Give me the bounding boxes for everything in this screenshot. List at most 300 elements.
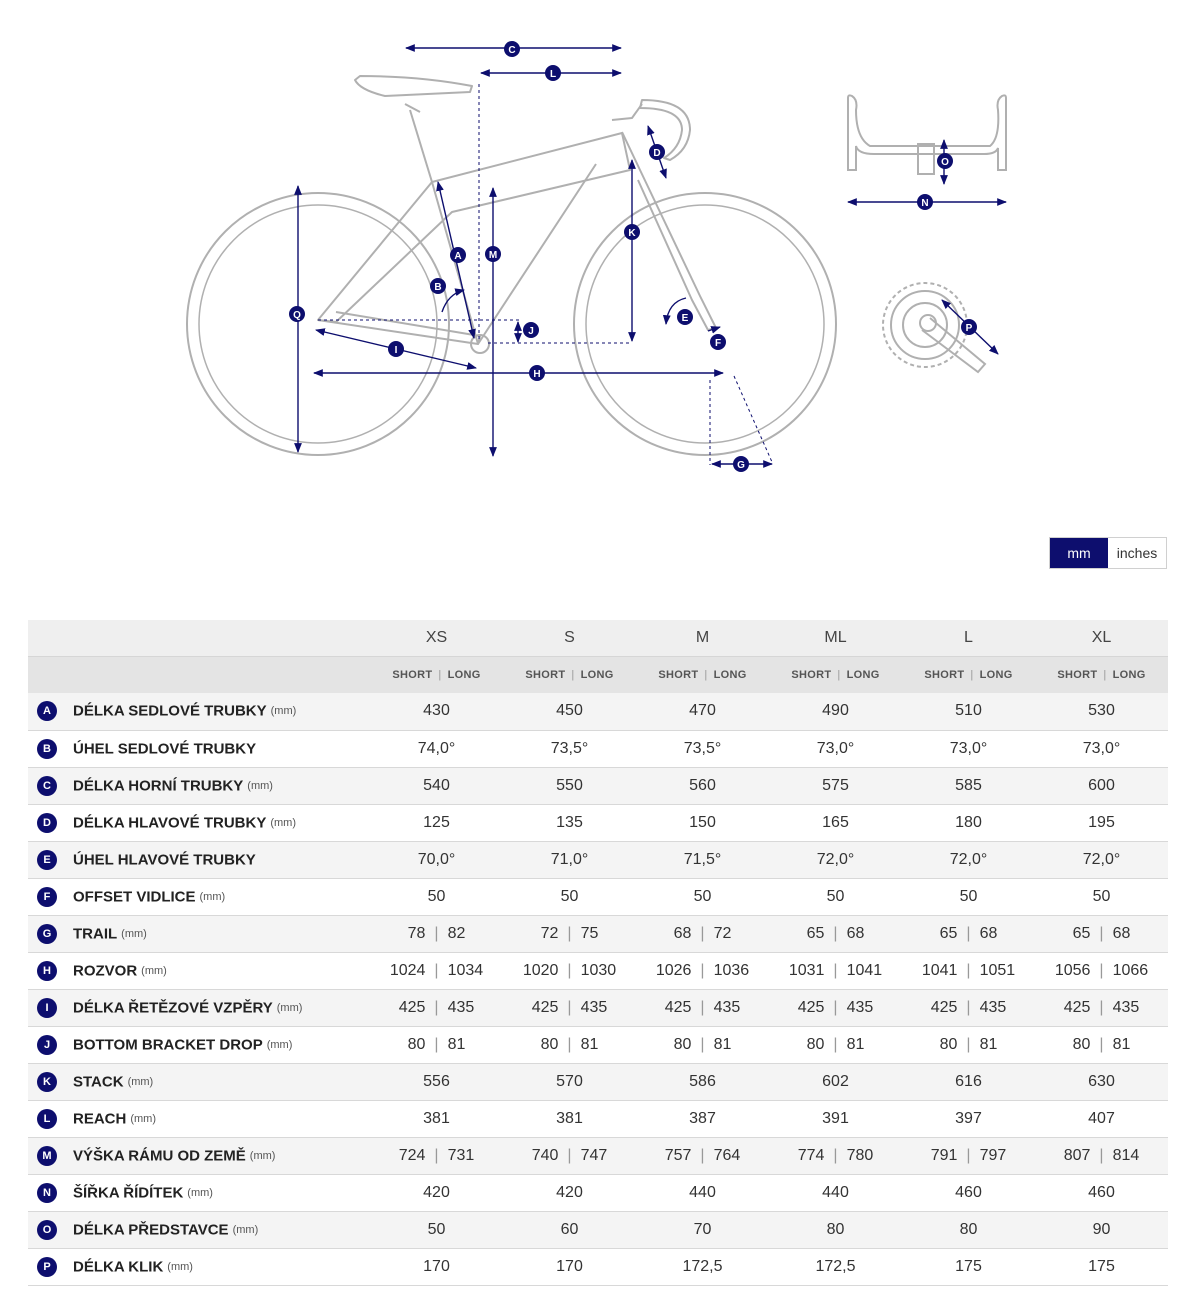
table-row: [28, 693, 1168, 730]
long-value: 75: [580, 924, 599, 942]
value-cell: [902, 1248, 1035, 1285]
parameter-name: DÉLKA SEDLOVÉ TRUBKY: [73, 702, 267, 720]
value-separator: |: [966, 1146, 971, 1164]
value-cell: [902, 1174, 1035, 1211]
value-cell: [1035, 841, 1168, 878]
short-value: 78: [407, 924, 426, 942]
parameter-label: [28, 730, 370, 767]
value: 73,0°: [949, 739, 988, 757]
value-cell: [503, 1137, 636, 1174]
header-blank: [28, 620, 370, 656]
value-cell: [503, 1063, 636, 1100]
value: 470: [689, 702, 716, 720]
value-cell: [1035, 1063, 1168, 1100]
value-separator: |: [1099, 924, 1104, 942]
parameter-name: DÉLKA PŘEDSTAVCE: [73, 1221, 229, 1238]
short-value: 80: [806, 1035, 825, 1053]
value-cell: [1035, 730, 1168, 767]
parameter-label: [28, 1248, 370, 1285]
short-value: 425: [398, 998, 426, 1016]
value: 616: [955, 1072, 982, 1090]
table-row: [28, 767, 1168, 804]
value-separator: |: [833, 998, 838, 1016]
long-value: 814: [1112, 1146, 1140, 1164]
value-separator: |: [966, 998, 971, 1016]
parameter-label: [28, 1174, 370, 1211]
short-value: 65: [1072, 924, 1091, 942]
parameter-label: [28, 804, 370, 841]
letter-badge: P: [37, 1257, 57, 1277]
value: 135: [556, 813, 583, 831]
short-value: 65: [939, 924, 958, 942]
value-separator: |: [434, 924, 439, 942]
value-cell: [503, 767, 636, 804]
handlebar-top-view: [848, 95, 1006, 174]
long-value: 435: [713, 998, 741, 1016]
long-label: LONG: [447, 668, 481, 681]
value-cell: [902, 804, 1035, 841]
value-cell: [1035, 693, 1168, 730]
value-cell: [370, 915, 503, 952]
parameter-name: STACK: [73, 1073, 124, 1090]
bike-geometry-diagram: [0, 0, 1195, 520]
short-value: 1041: [921, 961, 958, 979]
value-cell: [503, 1248, 636, 1285]
value-cell: [769, 1174, 902, 1211]
short-value: 72: [540, 924, 559, 942]
parameter-label: [28, 989, 370, 1026]
unit-toggle: [1049, 537, 1167, 569]
value-cell: [503, 693, 636, 730]
parameter-name: DÉLKA HLAVOVÉ TRUBKY: [73, 814, 267, 831]
value-cell: [636, 1137, 769, 1174]
parameter-name: DÉLKA ŘETĚZOVÉ VZPĚRY: [73, 999, 273, 1016]
value: 165: [822, 813, 849, 831]
value: 170: [556, 1257, 583, 1275]
parameter-unit: (mm): [270, 816, 296, 829]
short-long-header: [769, 656, 902, 693]
value-cell: [636, 989, 769, 1026]
value: 73,5°: [683, 739, 722, 757]
parameter-label: [28, 1100, 370, 1137]
diagram-label-p: [961, 319, 977, 335]
diagram-labels: [289, 41, 977, 472]
diagram-label-i: [388, 341, 404, 357]
value: 430: [423, 702, 450, 720]
value-cell: [769, 1248, 902, 1285]
value: 540: [423, 776, 450, 794]
parameter-name: ROZVOR: [73, 962, 138, 979]
table-row: [28, 1137, 1168, 1174]
letter-badge: I: [37, 998, 57, 1018]
parameter-unit: (mm): [127, 1075, 154, 1088]
short-long-separator: |: [571, 668, 575, 681]
parameter-unit: (mm): [187, 1186, 213, 1199]
diagram-label-q: [289, 306, 305, 322]
value-cell: [1035, 1211, 1168, 1248]
value-cell: [1035, 1100, 1168, 1137]
value: 556: [423, 1072, 450, 1090]
value-cell: [902, 878, 1035, 915]
parameter-unit: (mm): [121, 927, 147, 940]
bike-frame: [318, 76, 716, 353]
value-cell: [636, 841, 769, 878]
value: 172,5: [682, 1257, 723, 1275]
value-cell: [503, 1211, 636, 1248]
long-label: LONG: [979, 668, 1013, 681]
value-cell: [370, 1137, 503, 1174]
table-row: [28, 952, 1168, 989]
diagram-label-a: [450, 247, 466, 263]
value: 50: [826, 887, 845, 905]
long-value: 1036: [713, 961, 750, 979]
unit-mm-button[interactable]: mm: [1050, 538, 1108, 568]
value: 73,0°: [816, 739, 855, 757]
parameter-unit: (mm): [276, 1001, 303, 1014]
table-row: [28, 1211, 1168, 1248]
value: 50: [693, 887, 712, 905]
parameter-label: [28, 952, 370, 989]
letter-badge: F: [37, 887, 57, 907]
value: 180: [955, 813, 982, 831]
value-cell: [370, 1248, 503, 1285]
parameter-name: TRAIL: [73, 925, 118, 942]
value-cell: [370, 1026, 503, 1063]
size-header-ml: ML: [824, 628, 847, 646]
value: 510: [955, 702, 982, 720]
value-cell: [370, 767, 503, 804]
short-long-header: [636, 656, 769, 693]
value-cell: [636, 1100, 769, 1137]
short-value: 1056: [1054, 961, 1091, 979]
value-cell: [503, 1026, 636, 1063]
value-cell: [902, 952, 1035, 989]
value-cell: [370, 878, 503, 915]
value-cell: [370, 1063, 503, 1100]
letter-badge: H: [37, 961, 57, 981]
value: 50: [427, 887, 446, 905]
value: 490: [822, 702, 849, 720]
value: 172,5: [815, 1257, 856, 1275]
short-long-header: [370, 656, 503, 693]
short-value: 425: [664, 998, 692, 1016]
parameter-unit: (mm): [199, 890, 226, 903]
value-cell: [902, 1137, 1035, 1174]
value: 170: [423, 1257, 450, 1275]
parameter-unit: (mm): [130, 1112, 156, 1125]
svg-text:N: N: [921, 198, 929, 209]
value-cell: [1035, 767, 1168, 804]
value-cell: [370, 989, 503, 1026]
value: 80: [826, 1220, 845, 1238]
table-row: [28, 841, 1168, 878]
value-cell: [902, 841, 1035, 878]
parameter-unit: (mm): [249, 1149, 276, 1162]
value-separator: |: [833, 1146, 838, 1164]
value-cell: [769, 915, 902, 952]
size-header-s: S: [564, 628, 575, 646]
parameter-unit: (mm): [266, 1038, 293, 1051]
value: 50: [427, 1220, 446, 1238]
value: 460: [1088, 1183, 1115, 1201]
value-cell: [1035, 1026, 1168, 1063]
value-separator: |: [567, 1146, 572, 1164]
value: 175: [1088, 1257, 1115, 1275]
parameter-label: [28, 693, 370, 730]
long-value: 81: [1112, 1035, 1131, 1053]
value-separator: |: [567, 924, 572, 942]
short-value: 757: [664, 1146, 692, 1164]
value-cell: [902, 1026, 1035, 1063]
value-cell: [902, 767, 1035, 804]
table-row: [28, 989, 1168, 1026]
short-label: SHORT: [658, 668, 699, 681]
parameter-name: ÚHEL SEDLOVÉ TRUBKY: [73, 740, 257, 757]
value-separator: |: [1099, 1035, 1104, 1053]
size-header-xl: XL: [1091, 628, 1112, 646]
short-label: SHORT: [924, 668, 965, 681]
value-cell: [636, 730, 769, 767]
value-cell: [902, 1100, 1035, 1137]
value: 420: [556, 1183, 583, 1201]
parameter-label: [28, 767, 370, 804]
parameter-label: [28, 915, 370, 952]
table-row: [28, 1248, 1168, 1285]
value-cell: [769, 1063, 902, 1100]
svg-text:Q: Q: [293, 310, 301, 321]
value: 71,5°: [683, 850, 722, 868]
long-value: 68: [846, 924, 865, 942]
value: 440: [822, 1183, 849, 1201]
long-value: 82: [447, 924, 466, 942]
svg-text:F: F: [714, 338, 722, 349]
value-cell: [503, 878, 636, 915]
value-cell: [902, 1211, 1035, 1248]
diagram-label-l: [545, 65, 561, 81]
value: 70,0°: [417, 850, 456, 868]
parameter-label: [28, 1137, 370, 1174]
value: 90: [1092, 1220, 1111, 1238]
value: 60: [560, 1220, 579, 1238]
value: 550: [556, 776, 583, 794]
diagram-label-c: [504, 41, 520, 57]
svg-text:D: D: [653, 148, 661, 159]
value-cell: [370, 841, 503, 878]
parameter-label: [28, 1211, 370, 1248]
diagram-label-o: [937, 153, 953, 169]
value-cell: [1035, 989, 1168, 1026]
value: 440: [689, 1183, 716, 1201]
value-cell: [1035, 878, 1168, 915]
parameter-name: ŠÍŘKA ŘÍDÍTEK: [73, 1184, 184, 1201]
value-cell: [769, 804, 902, 841]
value-cell: [769, 1026, 902, 1063]
long-value: 435: [1112, 998, 1140, 1016]
diagram-label-d: [649, 144, 665, 160]
value-cell: [1035, 1174, 1168, 1211]
value: 195: [1088, 813, 1115, 831]
letter-badge: C: [37, 776, 57, 796]
svg-text:I: I: [394, 345, 398, 356]
parameter-name: VÝŠKA RÁMU OD ZEMĚ: [73, 1147, 246, 1164]
table-row: [28, 1174, 1168, 1211]
table-row: [28, 1063, 1168, 1100]
short-value: 425: [531, 998, 559, 1016]
value-cell: [503, 841, 636, 878]
parameter-label: [28, 878, 370, 915]
value-cell: [636, 915, 769, 952]
long-value: 731: [447, 1146, 475, 1164]
size-header-row: [28, 620, 1168, 656]
table-row: [28, 730, 1168, 767]
value-cell: [1035, 804, 1168, 841]
letter-badge: J: [37, 1035, 57, 1055]
parameter-unit: (mm): [247, 779, 273, 792]
value: 73,0°: [1082, 739, 1121, 757]
value-separator: |: [434, 961, 439, 979]
value: 70: [693, 1220, 712, 1238]
value-cell: [769, 1137, 902, 1174]
long-value: 81: [713, 1035, 732, 1053]
value-separator: |: [966, 924, 971, 942]
letter-badge: B: [37, 739, 57, 759]
size-header-xs: XS: [425, 628, 448, 646]
short-long-header: [503, 656, 636, 693]
value-separator: |: [700, 924, 705, 942]
value: 575: [822, 776, 849, 794]
value: 73,5°: [550, 739, 589, 757]
short-long-header-row: [28, 656, 1168, 693]
long-label: LONG: [713, 668, 747, 681]
value-cell: [902, 730, 1035, 767]
table-row: [28, 915, 1168, 952]
value: 381: [423, 1109, 450, 1127]
value-cell: [769, 952, 902, 989]
long-value: 81: [979, 1035, 998, 1053]
value: 381: [556, 1109, 583, 1127]
value-separator: |: [700, 1146, 705, 1164]
long-value: 72: [713, 924, 732, 942]
short-value: 68: [673, 924, 692, 942]
short-label: SHORT: [525, 668, 566, 681]
long-value: 68: [979, 924, 998, 942]
subheader-blank: [28, 656, 370, 693]
long-value: 797: [979, 1146, 1007, 1164]
parameter-name: ÚHEL HLAVOVÉ TRUBKY: [73, 851, 256, 868]
value: 50: [1092, 887, 1111, 905]
letter-badge: G: [37, 924, 57, 944]
long-value: 1030: [580, 961, 617, 979]
svg-text:B: B: [434, 282, 442, 293]
letter-badge: K: [37, 1072, 57, 1092]
value-cell: [902, 915, 1035, 952]
value: 630: [1088, 1072, 1115, 1090]
short-value: 80: [939, 1035, 958, 1053]
value-separator: |: [700, 961, 705, 979]
diagram-label-h: [529, 365, 545, 381]
value: 71,0°: [550, 850, 589, 868]
value-separator: |: [833, 961, 838, 979]
value-cell: [769, 767, 902, 804]
short-long-separator: |: [438, 668, 442, 681]
value: 391: [822, 1109, 849, 1127]
value: 600: [1088, 776, 1115, 794]
short-value: 80: [673, 1035, 692, 1053]
short-value: 774: [797, 1146, 825, 1164]
value: 570: [556, 1072, 583, 1090]
long-value: 435: [580, 998, 608, 1016]
value-cell: [636, 952, 769, 989]
value-cell: [902, 693, 1035, 730]
value: 50: [560, 887, 579, 905]
value-cell: [503, 804, 636, 841]
long-value: 1051: [979, 961, 1016, 979]
short-value: 740: [531, 1146, 559, 1164]
value-separator: |: [1099, 961, 1104, 979]
letter-badge: D: [37, 813, 57, 833]
value-separator: |: [833, 1035, 838, 1053]
short-value: 425: [1063, 998, 1091, 1016]
value-cell: [636, 1248, 769, 1285]
short-value: 80: [407, 1035, 426, 1053]
parameter-unit: (mm): [167, 1260, 193, 1273]
short-long-header: [1035, 656, 1168, 693]
value-cell: [503, 1174, 636, 1211]
short-label: SHORT: [791, 668, 832, 681]
diagram-label-n: [917, 194, 933, 210]
parameter-unit: (mm): [270, 705, 297, 718]
short-value: 1031: [788, 961, 825, 979]
value-cell: [636, 1211, 769, 1248]
value: 80: [959, 1220, 978, 1238]
svg-text:E: E: [681, 313, 689, 324]
value-separator: |: [567, 1035, 572, 1053]
size-header-m: M: [695, 628, 710, 646]
diagram-label-k: [624, 224, 640, 240]
geometry-table: [28, 620, 1168, 1286]
long-value: 764: [713, 1146, 741, 1164]
value-separator: |: [966, 961, 971, 979]
parameter-name: DÉLKA KLIK: [73, 1258, 164, 1275]
short-value: 1020: [522, 961, 559, 979]
diagram-label-f: [710, 334, 726, 350]
short-value: 791: [930, 1146, 958, 1164]
table-row: [28, 804, 1168, 841]
value: 530: [1088, 702, 1115, 720]
value-cell: [370, 1211, 503, 1248]
short-value: 425: [930, 998, 958, 1016]
svg-text:P: P: [965, 323, 973, 334]
value-cell: [1035, 915, 1168, 952]
value-cell: [370, 952, 503, 989]
long-value: 68: [1112, 924, 1131, 942]
value-cell: [1035, 1248, 1168, 1285]
value-cell: [636, 1063, 769, 1100]
long-value: 435: [846, 998, 874, 1016]
value-cell: [769, 693, 902, 730]
short-value: 1024: [389, 961, 426, 979]
value-separator: |: [966, 1035, 971, 1053]
long-value: 81: [447, 1035, 466, 1053]
unit-inches-button[interactable]: inches: [1108, 538, 1166, 568]
long-label: LONG: [1112, 668, 1146, 681]
letter-badge: L: [37, 1109, 57, 1129]
value: 585: [955, 776, 982, 794]
long-value: 1041: [846, 961, 883, 979]
value-cell: [636, 804, 769, 841]
svg-text:J: J: [528, 326, 534, 337]
value-cell: [769, 1211, 902, 1248]
